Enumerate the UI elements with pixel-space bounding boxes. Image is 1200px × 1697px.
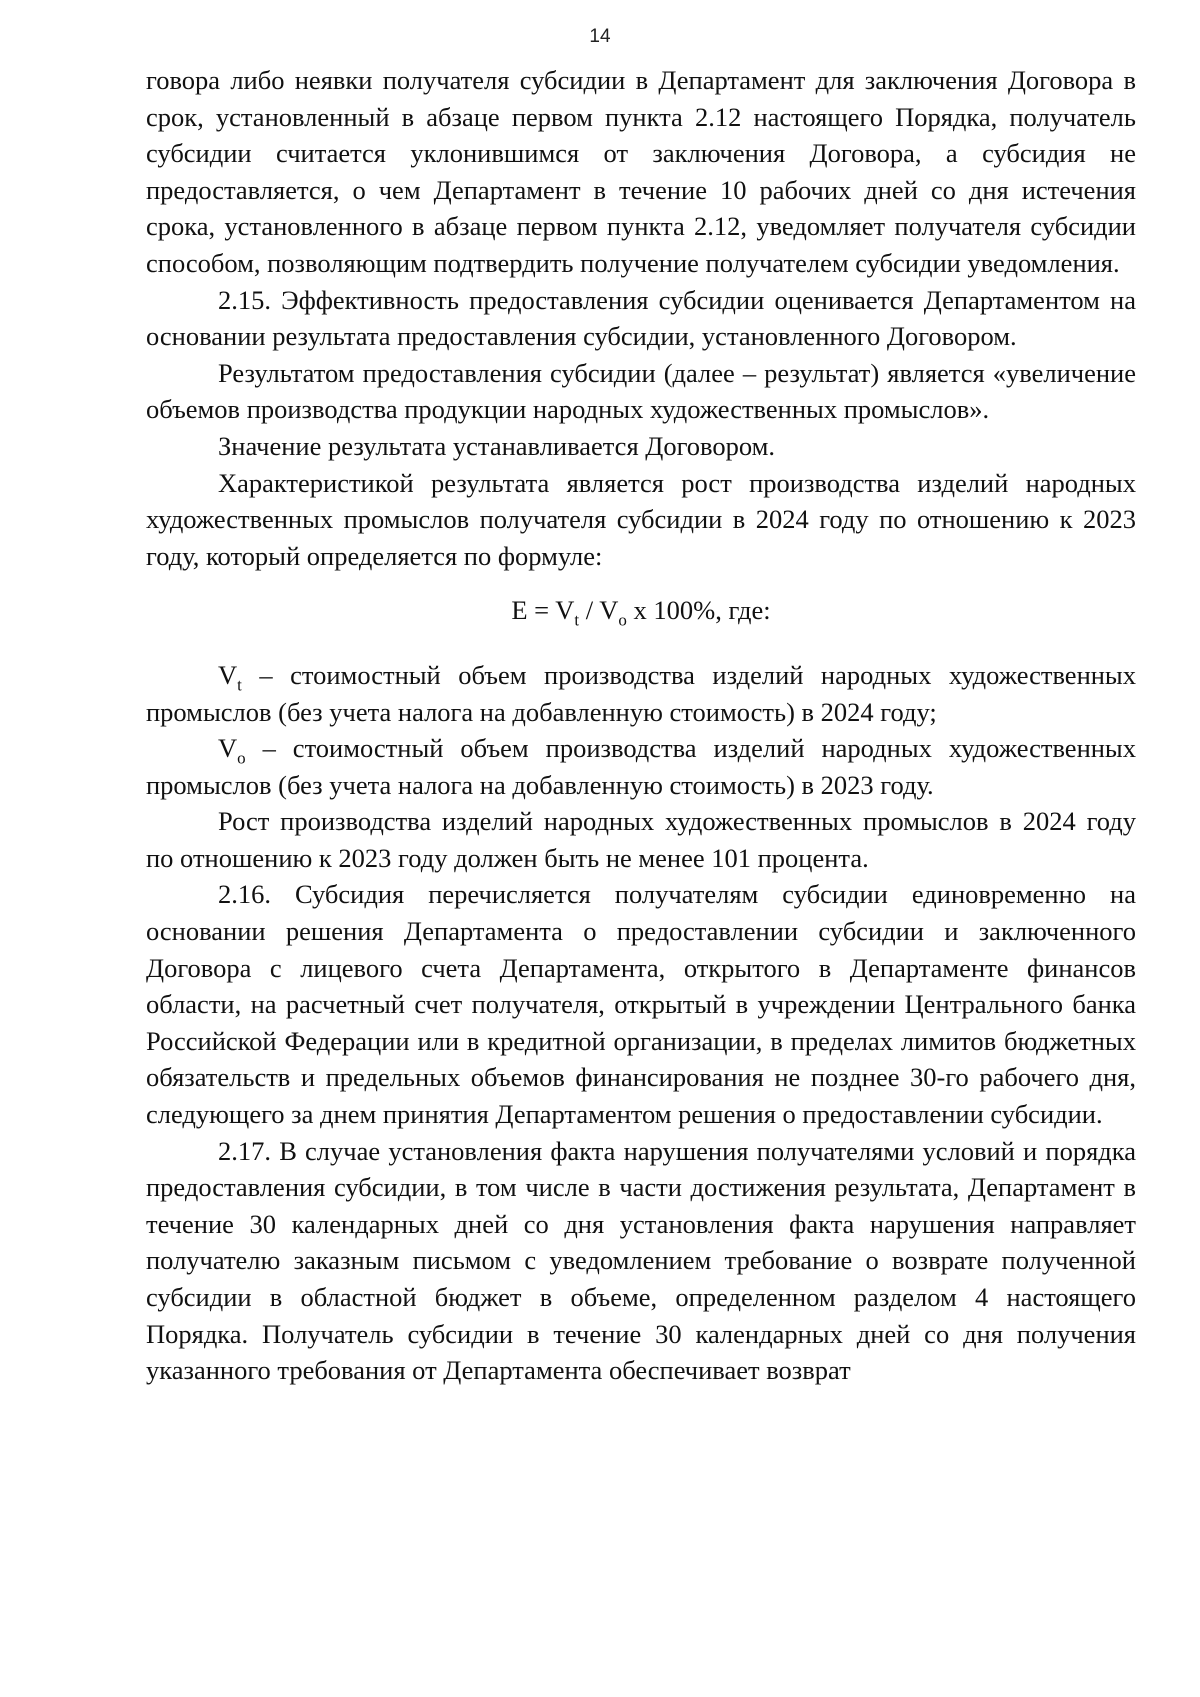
formula [146, 592, 1136, 629]
paragraph-2-15: 2.15. Эффективность предоставления субсидии оценивается Департаментом на основании результата предоставления субсидии, установленного Договором. [146, 284, 1136, 352]
page-number: 14 [589, 26, 611, 47]
paragraph-2-16: 2.16. Субсидия перечисляется получателям субсидии единовременно на основании решения Департамента о предоставлении субсидии и заключенного Договора с лицевого счета Департамента, открытого в Департаменте финансов области, на расчетный счет получателя, открытый в учреждении Центрального банка Российской Федерации или в кредитной организации, в пределах лимитов бюджетных обязательств и предельных объемов финансирования не позднее 30-го рабочего дня, следующего за днем принятия Департаментом решения о предоставлении субсидии. [146, 879, 1136, 1130]
formula-mid: / V [579, 595, 619, 626]
definition-vo [146, 730, 1136, 803]
definition-symbol: V [218, 733, 238, 764]
definition-vt [146, 657, 1136, 730]
formula-sub-t: t [574, 610, 580, 630]
paragraph-2-17: 2.17. В случае установления факта нарушения получателями условий и порядка предоставления субсидии, в том числе в части достижения результата, Департамент в течение 30 календарных дней со дня установления факта нарушения направляет получателю заказным письмом с уведомлением требование о возврате полученной субсидии в областной бюджет в объеме, определенном разделом 4 настоящего Порядка. Получатель субсидии в течение 30 календарных дней со дня получения указанного требования от Департамента обеспечивает возврат [146, 1135, 1136, 1386]
definition-symbol: V [218, 659, 238, 690]
paragraph-continuation: говора либо неявки получателя субсидии в Департамент для заключения Договора в срок, установленный в абзаце первом пункта 2.12 настоящего Порядка, получатель субсидии считается уклонившимся от заключения Договора, а субсидия не предоставляется, о чем Департамент в течение 10 рабочих дней со дня истечения срока, установленного в абзаце первом пункта 2.12, уведомляет получателя субсидии способом, позволяющим подтвердить получение получателем субсидии уведомления. [146, 65, 1136, 278]
definition-subscript: o [237, 748, 246, 768]
paragraph-result-characteristic: Характеристикой результата является рост производства изделий народных художественных промыслов получателя субсидии в 2024 году по отношению к 2023 году, который определяется по формуле: [146, 467, 1136, 571]
paragraph-result-value: Значение результата устанавливается Договором. [218, 430, 776, 461]
formula-sub-o: o [618, 610, 627, 630]
paragraph-result: Результатом предоставления субсидии (далее – результат) является «увеличение объемов производства продукции народных художественных промыслов». [146, 357, 1136, 425]
formula-lhs: E = V [511, 595, 575, 626]
definition-subscript: t [237, 675, 242, 695]
definition-text: – стоимостный объем производства изделий народных художественных промыслов (без учета налога на добавленную стоимость) в 2024 году; [146, 659, 1136, 727]
paragraph-growth-requirement: Рост производства изделий народных художественных промыслов в 2024 году по отношению к 2023 году должен быть не менее 101 процента. [146, 806, 1136, 873]
definition-text: – стоимостный объем производства изделий народных художественных промыслов (без учета налога на добавленную стоимость) в 2023 году. [146, 733, 1136, 800]
document-body [146, 62, 1136, 1389]
formula-rhs: x 100%, где: [626, 595, 771, 626]
